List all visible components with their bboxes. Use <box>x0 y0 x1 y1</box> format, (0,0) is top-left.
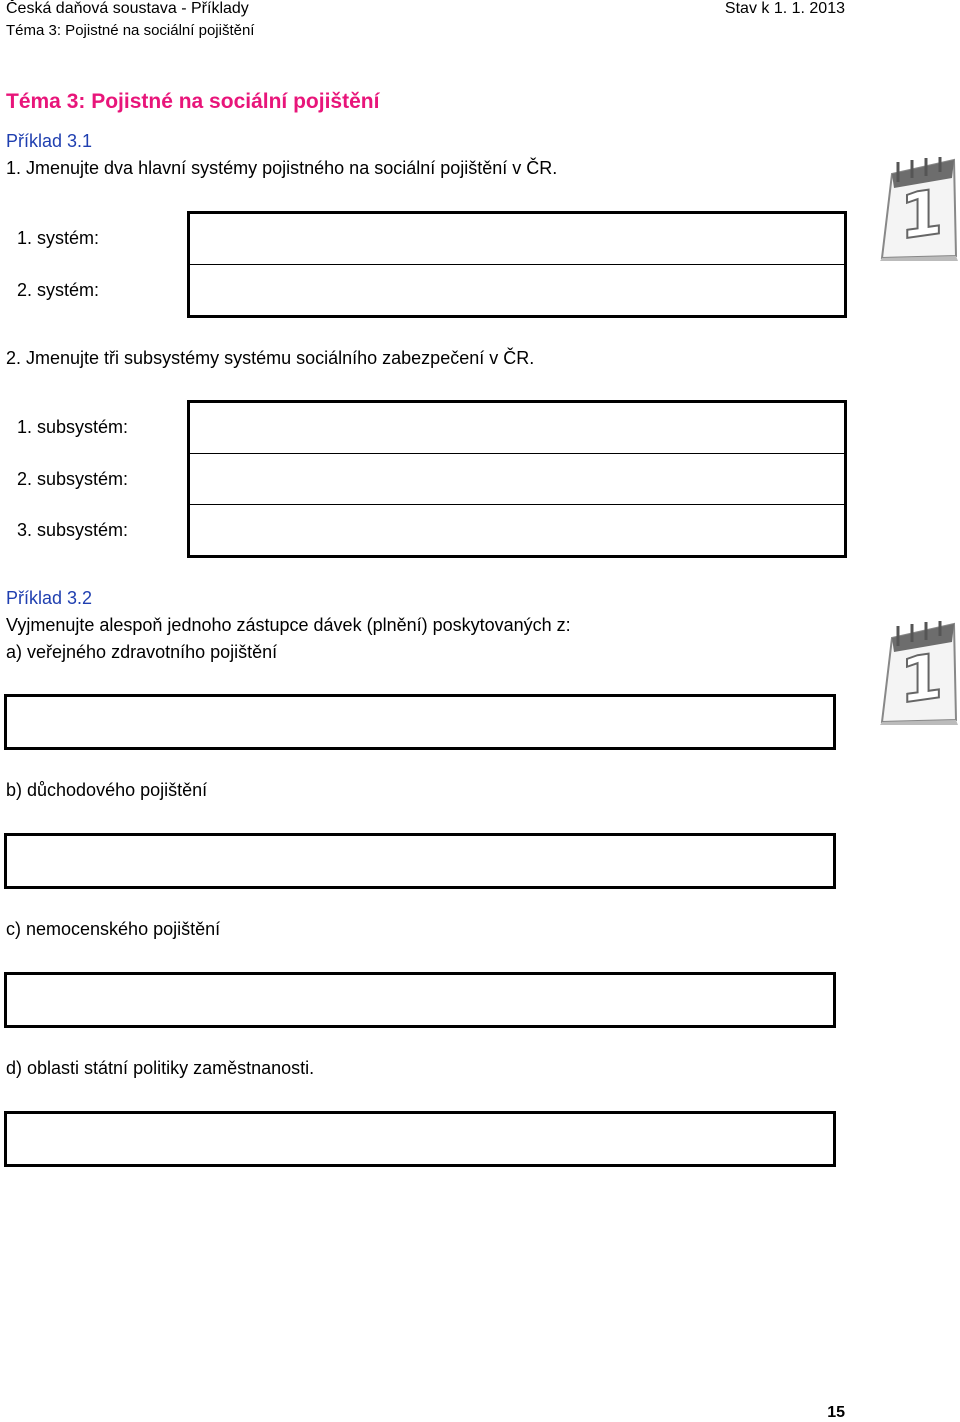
page-number: 15 <box>827 1404 845 1421</box>
header-status-date: Stav k 1. 1. 2013 <box>724 0 845 17</box>
question-1: 1. Jmenujte dva hlavní systémy pojistného na sociální pojištění v ČR. <box>6 158 558 178</box>
answer-field-system-1[interactable] <box>189 213 846 265</box>
answer-field-subsystem-1[interactable] <box>189 402 846 454</box>
svg-text:1: 1 <box>900 175 944 254</box>
header-topic: Téma 3: Pojistné na sociální pojištění <box>6 22 255 39</box>
answer-field-subsystem-3[interactable] <box>189 505 846 557</box>
answer-table-subsystems <box>6 400 847 558</box>
answer-field-c[interactable] <box>4 972 836 1028</box>
question-2: 2. Jmenujte tři subsystémy systému sociálního zabezpečení v ČR. <box>6 348 535 368</box>
row-label: 2. systém: <box>17 280 100 300</box>
answer-field-subsystem-2[interactable] <box>189 454 846 505</box>
answer-field-a[interactable] <box>4 694 836 750</box>
page-title: Téma 3: Pojistné na sociální pojištění <box>6 90 380 113</box>
row-label: 1. systém: <box>17 228 100 248</box>
item-b-label: b) důchodového pojištění <box>6 780 208 800</box>
item-d-label: d) oblasti státní politiky zaměstnanosti. <box>6 1058 315 1078</box>
calendar-icon <box>878 156 958 261</box>
answer-field-d[interactable] <box>4 1111 836 1167</box>
answer-field-system-2[interactable] <box>189 265 846 317</box>
calendar-icon <box>878 620 958 725</box>
row-label: 1. subsystém: <box>17 417 129 437</box>
item-c-label: c) nemocenského pojištění <box>6 919 221 939</box>
svg-text:1: 1 <box>900 639 944 718</box>
answer-field-b[interactable] <box>4 833 836 889</box>
row-label: 2. subsystém: <box>17 468 129 489</box>
example-3-2-intro: Vyjmenujte alespoň jednoho zástupce dávek (plnění) poskytovaných z: <box>6 615 571 635</box>
row-label: 3. subsystém: <box>17 520 129 540</box>
answer-table-systems <box>6 211 847 318</box>
example-3-2-label: Příklad 3.2 <box>6 588 93 608</box>
header-doc-title: Česká daňová soustava - Příklady <box>6 0 249 17</box>
example-3-1-label: Příklad 3.1 <box>6 131 93 151</box>
item-a-label: a) veřejného zdravotního pojištění <box>6 642 278 662</box>
